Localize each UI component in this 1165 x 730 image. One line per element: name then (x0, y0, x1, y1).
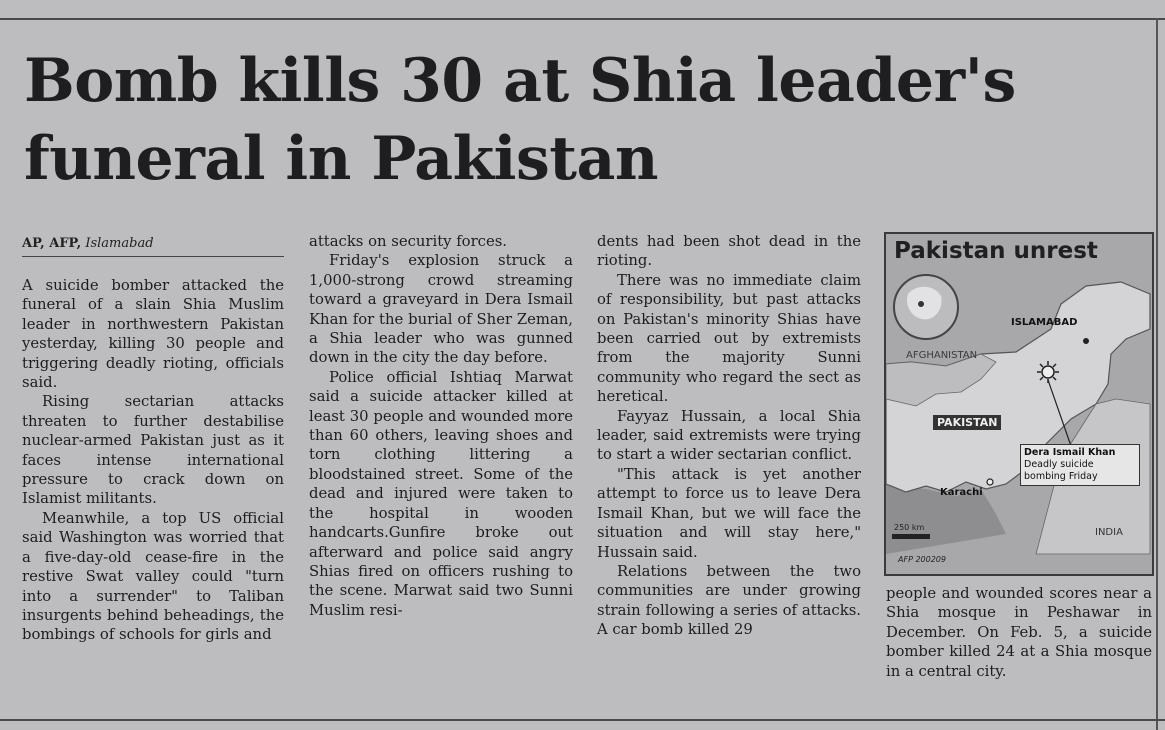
map-title: Pakistan unrest (894, 238, 1098, 264)
headline-line-2: funeral in Pakistan (24, 124, 658, 194)
label-islamabad: ISLAMABAD (1011, 317, 1078, 328)
article-column-1 (22, 276, 284, 645)
paragraph: Meanwhile, a top US official said Washington was worried that a five-day-old cease-fire in the restive Swat valley could "turn into a surrender" to Taliban insurgents behind beheadings, the bombings of schools for girls and (22, 509, 284, 644)
label-afghanistan: AFGHANISTAN (906, 350, 978, 361)
paragraph: dents had been shot dead in the rioting. (597, 233, 861, 270)
headline-line-1: Bomb kills 30 at Shia leader's (24, 46, 1016, 116)
callout-dera-ismail-khan (1020, 444, 1140, 486)
article-column-4 (886, 584, 1152, 681)
headline (24, 42, 1154, 198)
byline-location: Islamabad (85, 236, 154, 251)
paragraph: people and wounded scores near a Shia mosque in Peshawar in December. On Feb. 5, a suicide bomber killed 24 at a Shia mosque in a central city. (886, 585, 1152, 680)
article-column-3 (597, 232, 861, 640)
label-india: INDIA (1095, 527, 1123, 538)
label-pakistan: PAKISTAN (933, 415, 1001, 430)
top-rule (0, 18, 1165, 20)
label-deadly-bombing: Deadly suicide bombing Friday (1024, 459, 1098, 482)
byline-source: AP, AFP, (22, 236, 82, 251)
map-drawing (886, 234, 1152, 574)
byline (22, 236, 284, 257)
bottom-rule (0, 719, 1165, 721)
label-dera-ismail-khan: Dera Ismail Khan (1024, 447, 1116, 458)
article-column-2 (309, 232, 573, 620)
map-credit: AFP 200209 (898, 555, 946, 564)
label-karachi: Karachi (940, 487, 983, 498)
map-graphic (884, 232, 1154, 576)
paragraph: A suicide bomber attacked the funeral of a slain Shia Muslim leader in northwestern Pakistan yesterday, killing 30 people and triggering deadly rioting, officials said. (22, 277, 284, 392)
paragraph: "This attack is yet another attempt to force us to leave Dera Ismail Khan, but we will face the situation and will stay here," Hussain said. (597, 465, 861, 561)
paragraph: Police official Ishtiaq Marwat said a suicide attacker killed at least 30 people and wounded more than 60 others, leaving shoes and torn clothing littering a bloodstained street. Some of the dead and injured were taken to the hospital in wooden handcarts.Gunfire broke out afterward and police said angry Shias fired on officers rushing to the scene. Marwat said two Sunni Muslim resi- (309, 368, 573, 619)
map-scale: 250 km (894, 523, 925, 532)
paragraph: Rising sectarian attacks threaten to further destabilise nuclear-armed Pakistan just as it faces intense international pressure to crack down on Islamist militants. (22, 393, 284, 508)
paragraph: There was no immediate claim of responsibility, but past attacks on Pakistan's minority Shias have been carried out by extremists from the majority Sunni community who regard the sect as heretical. (597, 271, 861, 406)
paragraph: Friday's explosion struck a 1,000-strong crowd streaming toward a graveyard in Dera Ismail Khan for the burial of Sher Zeman, a Shia leader who was gunned down in the city the day before. (309, 252, 573, 367)
paragraph: attacks on security forces. (309, 233, 508, 250)
paragraph: Fayyaz Hussain, a local Shia leader, said extremists were trying to start a wider sectarian conflict. (597, 407, 861, 464)
paragraph: Relations between the two communities are under growing strain following a series of attacks. A car bomb killed 29 (597, 562, 861, 639)
column-rule (1156, 18, 1158, 730)
